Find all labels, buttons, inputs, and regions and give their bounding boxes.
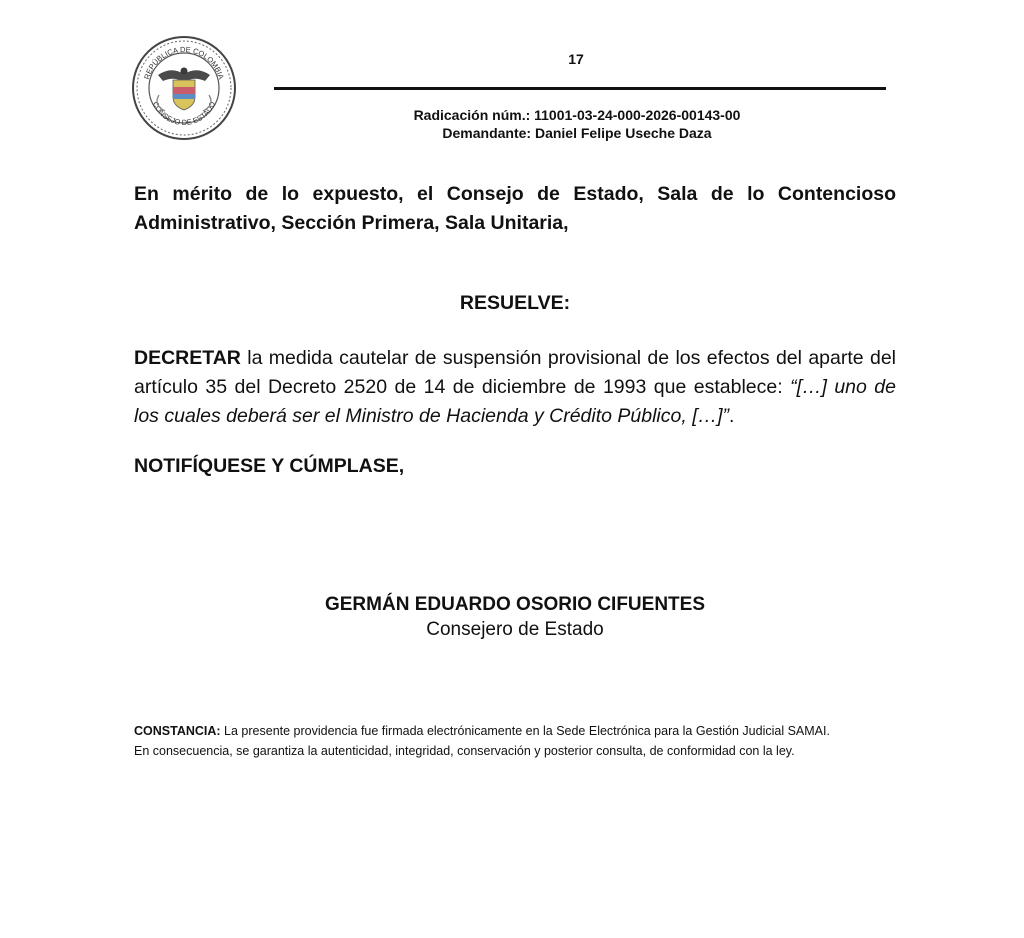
signer-name: GERMÁN EDUARDO OSORIO CIFUENTES <box>324 594 706 615</box>
constancia-note <box>134 721 914 761</box>
constancia-label: CONSTANCIA: <box>134 724 221 738</box>
decision-verb: DECRETAR <box>134 347 241 369</box>
decision-paragraph <box>134 344 896 431</box>
case-metadata <box>372 106 782 142</box>
radicacion-number: Radicación núm.: 11001-03-24-000-2026-00143-00 <box>413 107 741 123</box>
demandante: Demandante: Daniel Felipe Useche Daza <box>442 125 712 141</box>
decision-text: la medida cautelar de suspensión provisional de los efectos del aparte del artículo 35 del Decreto 2520 de 14 de diciembre de 1993 que establece: <box>134 347 896 398</box>
constancia-line-1 <box>134 721 914 741</box>
coat-of-arms-icon <box>173 80 195 110</box>
decision-quote: “[…] uno de los cuales deberá ser el Ministro de Hacienda y Crédito Público, […]” <box>134 376 897 427</box>
constancia-text-1: La presente providencia fue firmada electrónicamente en la Sede Electrónica para la Gestión Judicial SAMAI. <box>220 724 830 738</box>
signer-title: Consejero de Estado <box>426 619 604 640</box>
closing-formula: NOTIFÍQUESE Y CÚMPLASE, <box>134 455 405 477</box>
page-number: 17 <box>568 51 584 67</box>
consejo-de-estado-seal <box>131 35 237 141</box>
svg-text:CONSEJO DE ESTADO: CONSEJO DE ESTADO <box>150 100 218 128</box>
decision-end: . <box>729 405 735 427</box>
svg-text:REPÚBLICA DE COLOMBIA: REPÚBLICA DE COLOMBIA <box>142 44 226 81</box>
intro-paragraph: En mérito de lo expuesto, el Consejo de Estado, Sala de lo Contencioso Administrativo, Sección Primera, Sala Unitaria, <box>134 183 896 234</box>
signature-block <box>250 592 780 642</box>
header-rule <box>274 87 886 90</box>
resuelve-heading: RESUELVE: <box>459 292 571 314</box>
constancia-line-2: En consecuencia, se garantiza la autenticidad, integridad, conservación y posterior consulta, de conformidad con la ley. <box>134 744 795 758</box>
